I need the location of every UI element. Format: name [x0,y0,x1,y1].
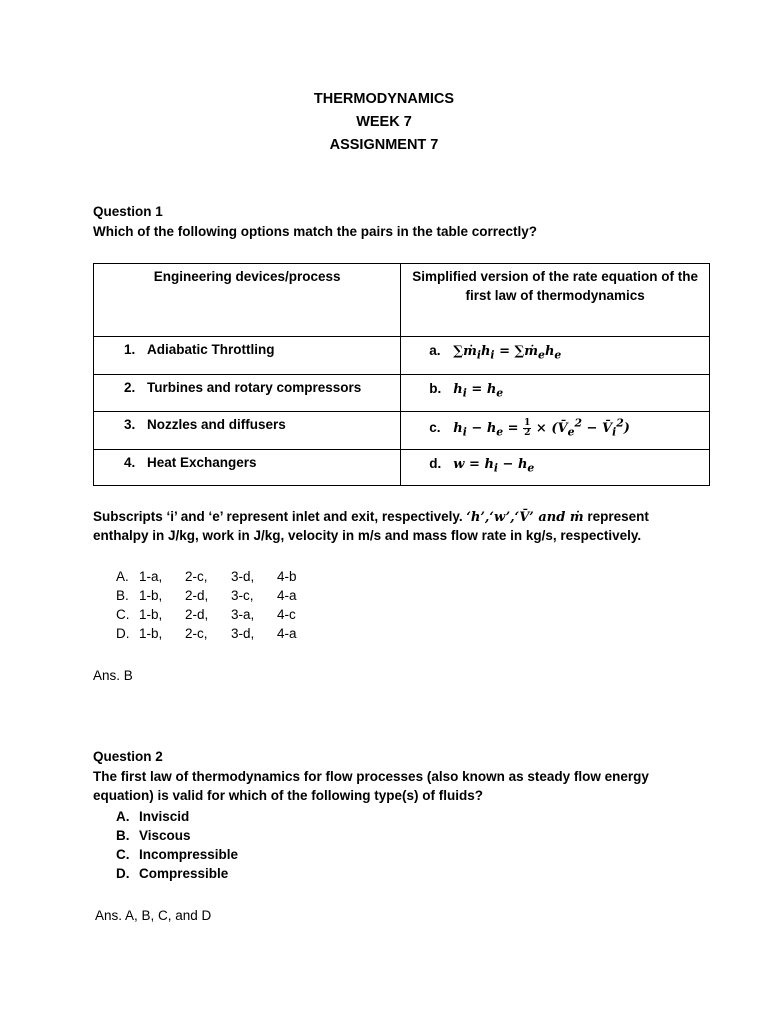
table-row [94,337,710,375]
question-2-answer: Ans. A, B, C, and D [95,908,212,923]
device-label: Nozzles and diffusers [147,417,286,432]
symbol-list: ‘h’,‘w’,‘V̄’ and ṁ [466,510,584,525]
doc-title-assignment: ASSIGNMENT 7 [329,137,439,153]
equation-letter: a. [429,343,441,358]
question-2-label: Question 2 [93,749,163,764]
question-1-label: Question 1 [93,204,163,219]
answer-option-c: C. 1-b, 2-d, 3-a, 4-c [116,607,296,622]
table-row [94,412,710,450]
question-2-text-line-2: equation) is valid for which of the following type(s) of fluids? [93,788,483,803]
row-number: 4. [124,455,136,470]
question-1-note-line-1: Subscripts ‘i’ and ‘e’ represent inlet and exit, respectively. ‘h’,‘w’,‘V̄’ and ṁ represent [93,509,649,525]
row-number: 1. [124,342,136,357]
equation-letter: b. [429,381,442,396]
device-label: Turbines and rotary compressors [147,380,362,395]
answer-option-d: D. Compressible [116,866,229,881]
question-2-text-line-1: The first law of thermodynamics for flow processes (also known as steady flow energy [93,769,649,784]
question-1-answer: Ans. B [93,668,133,683]
device-label: Adiabatic Throttling [147,342,275,357]
equation-kinetic-energy: $h_i - h_e$ = $\frac{1}{2}$ × ($V̄_e^2$ − $V̄_i^2$) [453,417,630,439]
row-number: 2. [124,380,136,395]
table-header-equation: Simplified version of the rate equation of the first law of thermodynamics [412,269,699,303]
equation-work-enthalpy: $w = h_i - h_e$ [453,457,535,475]
doc-title-week: WEEK 7 [356,114,412,130]
answer-option-c: C. Incompressible [116,847,239,862]
answer-option-b: B. 1-b, 2-d, 3-c, 4-a [116,588,297,603]
table-row [94,375,710,412]
equation-letter: d. [429,456,442,471]
table-row [94,450,710,486]
answer-option-a: A. Inviscid [116,809,190,824]
device-label: Heat Exchangers [147,455,257,470]
equation-enthalpy-equal: $h_i = h_e$ [453,382,504,400]
answer-option-a: A. 1-a, 2-c, 3-d, 4-b [116,569,297,584]
table-header-row [94,264,710,337]
answer-option-d: D. 1-b, 2-c, 3-d, 4-a [116,626,297,641]
question-1-note-line-2: enthalpy in J/kg, work in J/kg, velocity in m/s and mass flow rate in kg/s, respectively. [93,528,642,543]
equation-mass-energy-balance: $\sum ṁ_ih_i$ = $\sum ṁ_eh_e$ [453,344,562,362]
table-header-devices: Engineering devices/process [153,269,341,284]
equation-letter: c. [429,420,441,436]
question-1-text: Which of the following options match the pairs in the table correctly? [93,224,538,239]
row-number: 3. [124,417,136,432]
answer-option-b: B. Viscous [116,828,191,843]
doc-title-subject: THERMODYNAMICS [313,91,455,107]
matching-table [93,263,710,486]
